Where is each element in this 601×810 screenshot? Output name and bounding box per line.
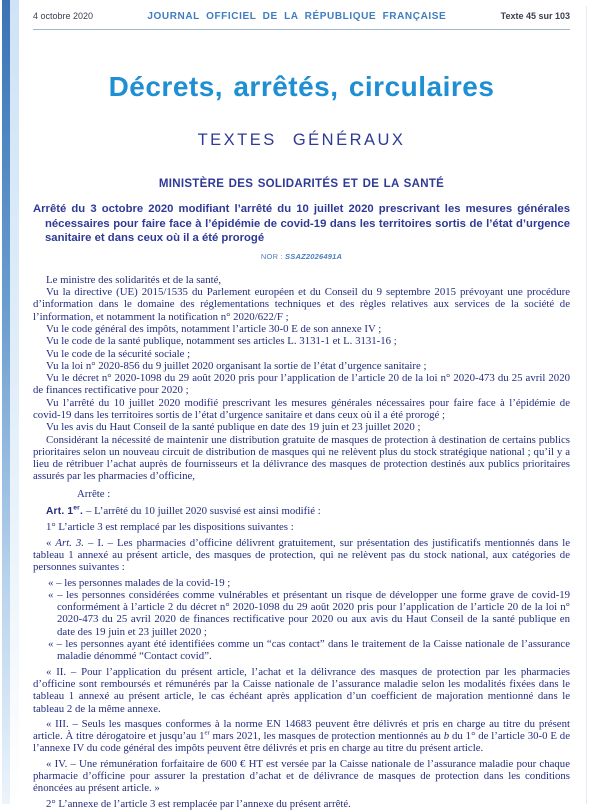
paragraph [33,360,570,372]
text-segment: Vu la directive (UE) 2015/1535 du Parlement européen et du Conseil du 9 septembre 2015 prévoyant une procédure d’information dans le domaine des réglementations techniques et des règles relatives aux services de la société de l’information, et notamment la notification n° 2020/622/F ; [33,286,570,323]
text-segment: – I. – Les pharmacies d’officine délivrent gratuitement, sur présentation des justificatifs mentionnés dans le tableau 1 annexé au présent article, des masques de protection, qui ne relèvent pas du stock national, aux catégories de personnes suivantes : [33,536,570,574]
journal-title: JOURNAL OFFICIEL DE LA RÉPUBLIQUE FRANÇAISE [147,11,447,22]
text-segment: Vu les avis du Haut Conseil de la santé publique en date des 19 juin et 23 juillet 2020 ; [46,421,421,434]
left-edge-gradient-light [10,0,19,804]
text-segment: Vu le code de la sécurité sociale ; [46,347,191,360]
paragraph [33,758,570,795]
paragraph [33,505,570,518]
paragraph [33,589,570,638]
paragraph [33,488,570,500]
nor-line [33,252,570,261]
header-divider [33,29,570,30]
paragraph [33,274,570,286]
left-edge-gradient-dark [2,0,10,804]
text-segment: Vu le code général des impôts, notamment l’article 30-0 E de son annexe IV ; [46,322,382,335]
paragraph [33,521,570,533]
text-segment: er [204,729,210,737]
text-segment: « III. – Seuls les masques conformes à la norme EN 14683 peuvent être délivrés et pris en charge au titre du présent article. À titre dérogatoire et jusqu’au 1 [33,717,570,743]
text-segment: Vu l’arrêté du 10 juillet 2020 modifié prescrivant les mesures générales nécessaires pour faire face à l’épidémie de covid-19 dans les territoires sortis de l’état d’urgence sanitaire et dans ceux où il a été prorogé ; [33,396,570,421]
text-segment: Arrête : [77,487,111,500]
text-segment: Vu le code de la santé publique, notamment ses articles L. 3131-1 et L. 3131-16 ; [46,335,397,348]
paragraph [33,421,570,433]
text-segment: mars 2021, les masques de protection mentionnés au [209,730,444,743]
act-headline: Arrêté du 3 octobre 2020 modifiant l’arrêté du 10 juillet 2020 prescrivant les mesures générales nécessaires pour faire face à l’épidémie de covid-19 dans les territoires sortis de l’état d’urgence sanitaire et dans ceux où il a été prorogé [33,203,570,244]
text-segment: – L’arrêté du 10 juillet 2020 susvisé est ainsi modifié : [86,505,321,518]
paragraph [33,577,570,589]
text-segment: « – les personnes considérées comme vulnérables et présentant un risque de développer une forme grave de covid-19 conformément à l’article 2 du décret n° 2020-1098 du 29 août 2020 pris pour l’application de l’article 20 de la loi n° 2020-473 du 25 avril 2020 de finances rectificative pour 2020 ou aux avis du Haut Conseil de la santé publique en date des 19 juin et 23 juillet 2020 ; [48,588,570,638]
paragraph [33,372,570,397]
paragraph [33,286,570,323]
text-segment: Art. 3. [55,536,84,549]
paragraph [33,348,570,360]
paragraph [33,638,570,663]
text-segment: er [73,504,80,512]
text-segment: Vu le décret n° 2020-1098 du 29 août 2020 pris pour l’application de l’article 20 de la loi n° 2020-473 du 25 avril 2020 de finances rectificative pour 2020 ; [33,372,570,397]
paragraph [33,323,570,335]
text-segment: « IV. – Une rémunération forfaitaire de 600 € HT est versée par la Caisse nationale de l’assurance maladie pour chaque pharmacie d’officine pour assurer la prestation d’achat et de délivrance de masques de protection dans les conditions énoncées au présent article. » [33,757,570,795]
issue-date: 4 octobre 2020 [33,11,94,21]
text-segment: « – les personnes ayant été identifiées comme un “cas contact” dans le traitement de la Caisse nationale de l’assurance maladie dénommé “Contact covid”. [48,638,570,663]
text-segment: « II. – Pour l’application du présent article, l’achat et la délivrance des masques de protection par les pharmacies d’officine sont remboursés et rémunérés par la Caisse nationale de l’assurance maladie selon les modalités fixées dans le tableau 1 annexé au présent article, le cas échéant après application d’un coefficient de majoration mentionné dans le tableau 2 de la même annexe. [33,665,570,715]
main-title: Décrets, arrêtés, circulaires [108,71,495,102]
text-page-reference: Texte 45 sur 103 [500,11,570,21]
text-segment: 2° L’annexe de l’article 3 est remplacée par l’annexe du présent arrêté. [46,797,351,810]
text-segment: Le ministre des solidarités et de la santé, [46,273,222,286]
section-title: TEXTES GÉNÉRAUX [197,131,406,150]
nor-value: SSAZ2026491A [285,251,343,261]
text-segment: Considérant la nécessité de maintenir une distribution gratuite de masques de protection à destination de certains publics prioritaires selon un nouveau circuit de distribution de masques qui ne relèvent plus du stock stratégique national ; qu’il y a lieu de rétribuer l’achat auprès de fournisseurs et la délivrance des masques de protection destinés aux publics prioritaires assurés par les pharmacies d’officine, [33,433,570,483]
nor-label: NOR : [260,251,286,261]
paragraph [33,666,570,715]
text-segment: . [79,506,87,518]
text-segment: « – les personnes malades de la covid-19 ; [48,576,231,589]
paragraph [33,434,570,483]
document-page [19,6,587,810]
paragraph [33,335,570,347]
paragraph [33,718,570,755]
text-segment: « [46,536,56,549]
ministry-title: MINISTÈRE DES SOLIDARITÉS ET DE LA SANTÉ [158,178,445,191]
text-segment: du 1° de l’article 30-0 E de l’annexe IV du code général des impôts peuvent être délivrés et pris en charge au titre du présent article. [33,730,570,755]
text-segment: 1° L’article 3 est remplacé par les dispositions suivantes : [46,521,294,534]
paragraph [33,397,570,422]
text-segment: Art. 1 [46,506,74,518]
text-segment: b [443,730,450,743]
text-segment: Vu la loi n° 2020-856 du 9 juillet 2020 organisant la sortie de l’état d’urgence sanitaire ; [46,359,427,372]
body-paragraphs [33,274,570,810]
page-header [33,11,570,22]
paragraph [33,537,570,574]
